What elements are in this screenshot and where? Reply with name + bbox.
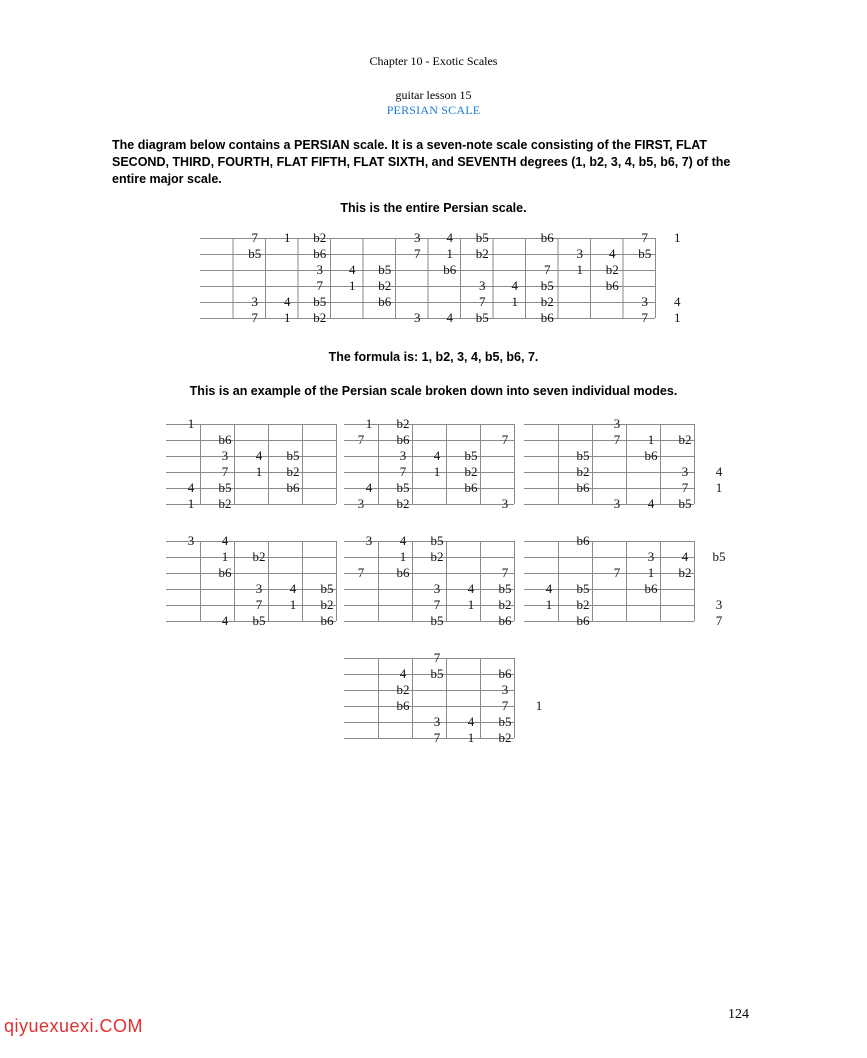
watermark-logo: qiyuexuexi.COM xyxy=(4,1016,144,1036)
scale-degree-label: b6 xyxy=(218,565,232,580)
scale-degree-label: b5 xyxy=(378,262,392,277)
scale-degree-label: b6 xyxy=(464,480,478,495)
scale-degree-label: b5 xyxy=(430,613,444,628)
scale-degree-label: 1 xyxy=(674,230,681,245)
scale-degree-label: 1 xyxy=(511,294,518,309)
scale-degree-label: 4 xyxy=(349,262,356,277)
scale-degree-label: b5 xyxy=(286,448,300,463)
scale-degree-label: b2 xyxy=(605,262,619,277)
scale-degree-label: b6 xyxy=(644,448,658,463)
scale-degree-label: 1 xyxy=(467,730,475,745)
scale-degree-label: b2 xyxy=(378,278,392,293)
scale-degree-label: b6 xyxy=(498,613,512,628)
scale-name-link[interactable]: PERSIAN SCALE xyxy=(386,103,481,117)
scale-degree-label: b5 xyxy=(248,246,262,261)
scale-degree-label: 4 xyxy=(545,581,553,596)
scale-degree-label: b2 xyxy=(396,496,410,511)
scale-degree-label: b5 xyxy=(252,613,266,628)
scale-degree-label: 3 xyxy=(187,533,195,548)
mode-5-diagram xyxy=(344,533,516,628)
entire-scale-caption: This is the entire Persian scale. xyxy=(340,201,527,215)
mode-3-diagram xyxy=(524,416,723,511)
scale-degree-label: b2 xyxy=(396,416,410,431)
scale-degree-label: 3 xyxy=(414,230,421,245)
scale-degree-label: 1 xyxy=(221,549,229,564)
scale-degree-label: 7 xyxy=(681,480,689,495)
scale-degree-label: b6 xyxy=(396,432,410,447)
scale-degree-label: 7 xyxy=(613,432,621,447)
scale-degree-label: b5 xyxy=(576,581,590,596)
scale-degree-label: b2 xyxy=(576,597,590,612)
scale-degree-label: b5 xyxy=(638,246,652,261)
scale-degree-label: b6 xyxy=(576,480,590,495)
scale-degree-label: 1 xyxy=(284,310,291,325)
scale-degree-label: b6 xyxy=(378,294,392,309)
scale-degree-label: 3 xyxy=(316,262,323,277)
scale-degree-label: b5 xyxy=(430,666,444,681)
scale-degree-label: 4 xyxy=(365,480,373,495)
scale-degree-label: 7 xyxy=(414,246,421,261)
scale-degree-label: b2 xyxy=(320,597,334,612)
scale-degree-label: b2 xyxy=(464,464,478,479)
scale-degree-label: 4 xyxy=(399,666,407,681)
scale-degree-label: 7 xyxy=(479,294,486,309)
scale-degree-label: b2 xyxy=(678,565,692,580)
scale-degree-label: 1 xyxy=(365,416,373,431)
scale-degree-label: b6 xyxy=(286,480,300,495)
scale-degree-label: b5 xyxy=(218,480,232,495)
scale-degree-label: 4 xyxy=(647,496,655,511)
scale-degree-label: 1 xyxy=(399,549,407,564)
scale-degree-label: 7 xyxy=(433,650,441,665)
scale-degree-label: 7 xyxy=(433,730,441,745)
scale-degree-label: b2 xyxy=(313,310,327,325)
scale-degree-label: 7 xyxy=(399,464,407,479)
scale-degree-label: 4 xyxy=(609,246,616,261)
scale-degree-label: b6 xyxy=(396,565,410,580)
scale-degree-label: 1 xyxy=(289,597,297,612)
scale-degree-label: 7 xyxy=(501,432,509,447)
scale-degree-label: 3 xyxy=(399,448,407,463)
scale-degree-label: 3 xyxy=(479,278,486,293)
scale-degree-label: 1 xyxy=(255,464,263,479)
scale-degree-label: 7 xyxy=(641,310,648,325)
scale-degree-label: 7 xyxy=(357,432,365,447)
scale-degree-label: 3 xyxy=(647,549,655,564)
scale-degree-label: b2 xyxy=(576,464,590,479)
scale-degree-label: 4 xyxy=(221,533,229,548)
scale-degree-label: b5 xyxy=(475,310,489,325)
scale-degree-label: 7 xyxy=(251,230,258,245)
scale-degree-label: b2 xyxy=(540,294,554,309)
scale-degree-label: 4 xyxy=(467,714,475,729)
scale-degree-label: 3 xyxy=(501,496,509,511)
scale-degree-label: b5 xyxy=(498,714,512,729)
scale-degree-label: 3 xyxy=(576,246,583,261)
formula-text: The formula is: 1, b2, 3, 4, b5, b6, 7. xyxy=(328,350,539,364)
scale-degree-label: b5 xyxy=(396,480,410,495)
scale-degree-label: 1 xyxy=(715,480,723,495)
scale-degree-label: b2 xyxy=(475,246,489,261)
scale-degree-label: b2 xyxy=(396,682,410,697)
scale-degree-label: 1 xyxy=(545,597,553,612)
mode-2-diagram xyxy=(344,416,516,511)
mode-7-diagram xyxy=(344,650,543,745)
mode-6-diagram xyxy=(524,533,726,628)
scale-degree-label: b6 xyxy=(644,581,658,596)
scale-degree-label: 4 xyxy=(399,533,407,548)
scale-degree-label: 1 xyxy=(647,432,655,447)
scale-degree-label: b2 xyxy=(678,432,692,447)
scale-degree-label: 3 xyxy=(641,294,648,309)
scale-degree-label: 7 xyxy=(221,464,229,479)
mode-1-diagram xyxy=(166,416,365,511)
scale-degree-label: 7 xyxy=(501,698,509,713)
scale-degree-label: b5 xyxy=(576,448,590,463)
scale-degree-label: 3 xyxy=(357,496,365,511)
scale-degree-label: 3 xyxy=(414,310,421,325)
scale-degree-label: b6 xyxy=(320,613,334,628)
scale-degree-label: 4 xyxy=(289,581,297,596)
scale-degree-label: 4 xyxy=(446,230,453,245)
page-number: 124 xyxy=(728,1007,749,1022)
scale-degree-label: 1 xyxy=(187,416,195,431)
scale-degree-label: b2 xyxy=(498,730,512,745)
scale-degree-label: 1 xyxy=(674,310,681,325)
scale-degree-label: b6 xyxy=(218,432,232,447)
intro-paragraph: The diagram below contains a PERSIAN scale. It is a seven-note scale consisting of the FIRST, FLAT SECOND, THIRD, FOURTH, FLAT FIFTH, FLAT SIXTH, and SEVENTH degrees (1, b2, 3, 4, b5, b6, 7) of the entire major scale. xyxy=(112,138,731,186)
scale-degree-label: b2 xyxy=(430,549,444,564)
scale-degree-label: b5 xyxy=(498,581,512,596)
scale-degree-label: b5 xyxy=(320,581,334,596)
scale-degree-label: b6 xyxy=(605,278,619,293)
scale-degree-label: 7 xyxy=(433,597,441,612)
scale-degree-label: 1 xyxy=(284,230,291,245)
modes-caption: This is an example of the Persian scale broken down into seven individual modes. xyxy=(189,384,678,398)
scale-degree-label: 1 xyxy=(467,597,475,612)
chapter-title: Chapter 10 - Exotic Scales xyxy=(369,54,498,68)
scale-degree-label: 3 xyxy=(715,597,723,612)
scale-degree-label: b2 xyxy=(498,597,512,612)
scale-degree-label: b6 xyxy=(576,613,590,628)
scale-degree-label: b6 xyxy=(313,246,327,261)
scale-degree-label: b6 xyxy=(576,533,590,548)
scale-degree-label: 7 xyxy=(641,230,648,245)
scale-degree-label: 1 xyxy=(446,246,453,261)
scale-degree-label: 3 xyxy=(433,581,441,596)
scale-degree-label: 4 xyxy=(681,549,689,564)
scale-degree-label: b6 xyxy=(443,262,457,277)
scale-degree-label: 3 xyxy=(251,294,258,309)
scale-degree-label: 4 xyxy=(715,464,723,479)
scale-degree-label: 4 xyxy=(255,448,263,463)
scale-degree-label: b5 xyxy=(464,448,478,463)
scale-degree-label: 1 xyxy=(187,496,195,511)
scale-degree-label: 7 xyxy=(357,565,365,580)
scale-degree-label: b2 xyxy=(286,464,300,479)
scale-degree-label: 4 xyxy=(221,613,229,628)
scale-degree-label: b6 xyxy=(396,698,410,713)
scale-degree-label: 4 xyxy=(511,278,518,293)
scale-degree-label: 4 xyxy=(674,294,681,309)
entire-scale-diagram xyxy=(200,230,681,325)
scale-degree-label: 7 xyxy=(316,278,323,293)
scale-degree-label: 7 xyxy=(613,565,621,580)
scale-degree-label: b5 xyxy=(678,496,692,511)
lesson-label: guitar lesson 15 xyxy=(395,88,472,102)
scale-degree-label: 7 xyxy=(544,262,551,277)
scale-degree-label: b2 xyxy=(218,496,232,511)
scale-degree-label: 3 xyxy=(681,464,689,479)
scale-degree-label: b5 xyxy=(475,230,489,245)
scale-degree-label: b6 xyxy=(540,230,554,245)
scale-degree-label: 7 xyxy=(251,310,258,325)
scale-degree-label: 4 xyxy=(446,310,453,325)
scale-degree-label: 1 xyxy=(647,565,655,580)
scale-degree-label: 4 xyxy=(433,448,441,463)
scale-degree-label: 7 xyxy=(501,565,509,580)
scale-degree-label: 3 xyxy=(613,496,621,511)
scale-degree-label: 4 xyxy=(284,294,291,309)
scale-degree-label: b6 xyxy=(498,666,512,681)
scale-degree-label: 1 xyxy=(576,262,583,277)
scale-degree-label: 3 xyxy=(221,448,229,463)
scale-degree-label: b5 xyxy=(430,533,444,548)
scale-degree-label: 1 xyxy=(433,464,441,479)
scale-degree-label: 3 xyxy=(501,682,509,697)
scale-degree-label: b6 xyxy=(540,310,554,325)
scale-degree-label: 3 xyxy=(613,416,621,431)
scale-degree-label: 3 xyxy=(365,533,373,548)
scale-degree-label: 3 xyxy=(255,581,263,596)
scale-degree-label: 1 xyxy=(535,698,543,713)
scale-degree-label: b2 xyxy=(252,549,266,564)
scale-degree-label: 4 xyxy=(467,581,475,596)
scale-degree-label: b2 xyxy=(313,230,327,245)
scale-degree-label: b5 xyxy=(712,549,726,564)
scale-degree-label: 3 xyxy=(433,714,441,729)
scale-degree-label: 7 xyxy=(715,613,723,628)
scale-degree-label: b5 xyxy=(540,278,554,293)
scale-degree-label: 4 xyxy=(187,480,195,495)
scale-degree-label: 1 xyxy=(349,278,356,293)
mode-4-diagram xyxy=(166,533,365,628)
scale-degree-label: b5 xyxy=(313,294,327,309)
scale-degree-label: 7 xyxy=(255,597,263,612)
